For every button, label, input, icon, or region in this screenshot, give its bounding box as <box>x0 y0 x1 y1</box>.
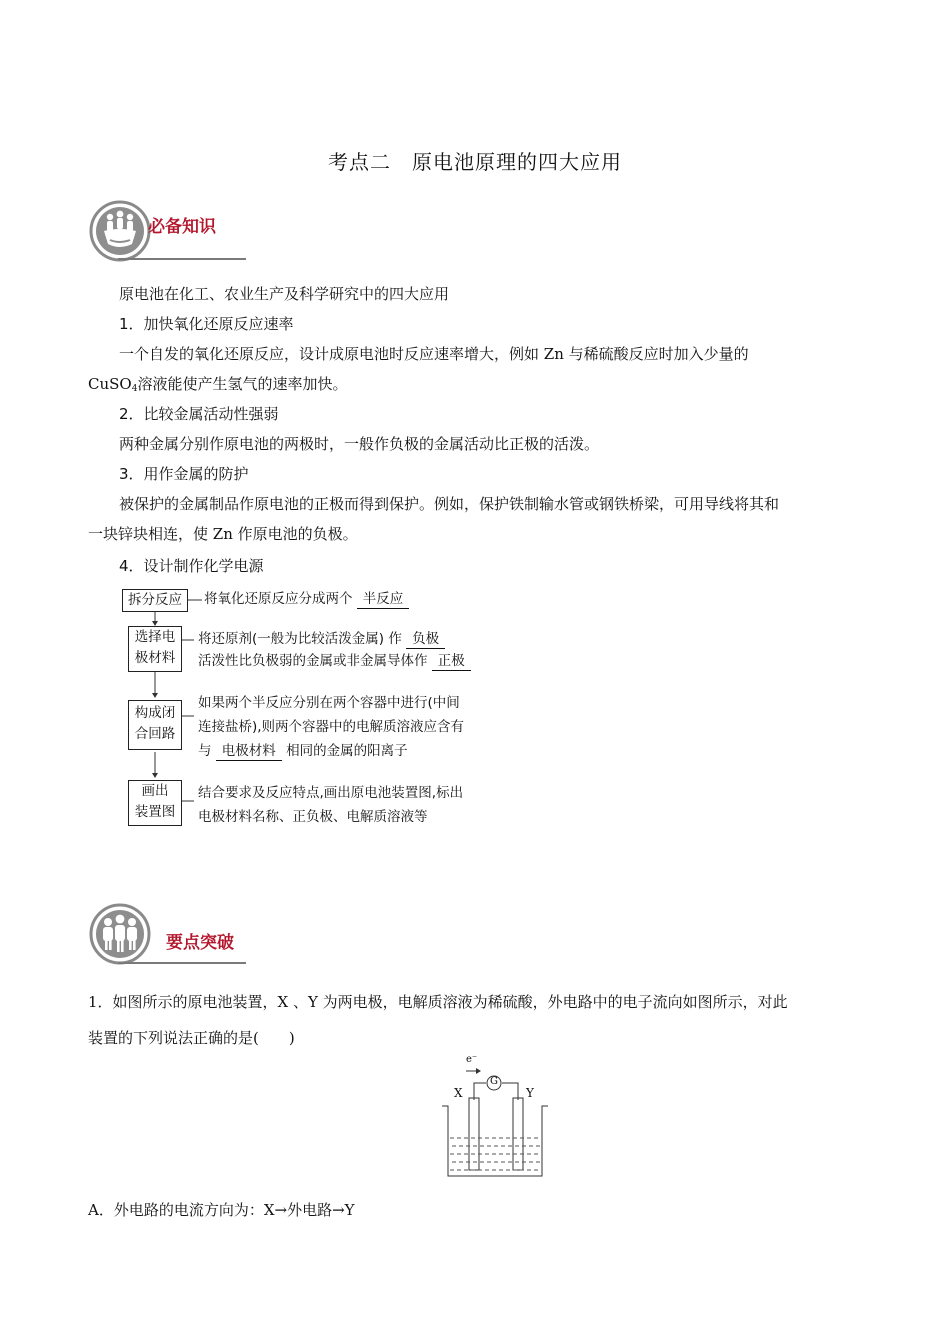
item-heading-3: 3．用作金属的防护 <box>119 465 249 483</box>
step1-answer: 半反应 <box>357 590 410 609</box>
section-badge-required-knowledge <box>88 200 248 262</box>
step2-box-line1: 选择电 <box>134 629 176 645</box>
step4-box-line1: 画出 <box>141 783 169 799</box>
step3-text3a: 与 <box>198 743 212 759</box>
item-heading-2: 2．比较金属活动性强弱 <box>119 405 279 423</box>
step3-answer: 电极材料 <box>216 742 282 761</box>
step2-line2 <box>198 650 471 672</box>
galvanic-cell-figure <box>436 1050 556 1180</box>
item-text-1-line2-rest: 溶液能使产生氢气的速率加快。 <box>137 375 348 393</box>
item-text-2-line1: 两种金属分别作原电池的两极时，一般作负极的金属活动比正极的活泼。 <box>119 435 600 453</box>
step-box-choose-electrode <box>128 626 182 672</box>
question-1-line1: 1．如图所示的原电池装置，X 、Y 为两电极，电解质溶液为稀硫酸，外电路中的电子流向如图所示，对此 <box>88 993 788 1011</box>
item-heading-4: 4．设计制作化学电源 <box>119 557 264 575</box>
section-label: 要点突破 <box>166 933 234 953</box>
item-text-1-line1: 一个自发的氧化还原反应，设计成原电池时反应速率增大，例如 Zn 与稀硫酸反应时加入少量的 <box>119 345 749 363</box>
step2-answer2: 正极 <box>432 652 471 671</box>
step2-text1: 将还原剂(一般为比较活泼金属) 作 <box>198 631 402 647</box>
formula-subscript: 4 <box>131 384 138 394</box>
design-flowchart <box>118 588 518 833</box>
electrode-y-label: Y <box>526 1086 534 1100</box>
step-box-closed-circuit <box>128 700 182 750</box>
group-icon <box>88 902 152 966</box>
item-heading-1: 1．加快氧化还原反应速率 <box>119 315 294 333</box>
step3-box-line2: 合回路 <box>134 726 176 742</box>
step4-line2: 电极材料名称、正负极、电解质溶液等 <box>198 809 428 825</box>
galvanic-cell-diagram <box>436 1050 556 1180</box>
step4-box-line2: 装置图 <box>134 804 176 820</box>
step-box-draw-diagram <box>128 780 182 826</box>
galvanometer-label: G <box>490 1076 498 1087</box>
page-title: 考点二 原电池原理的四大应用 <box>328 150 622 174</box>
step3-text3b: 相同的金属的阳离子 <box>286 743 408 759</box>
step2-answer1: 负极 <box>406 630 445 649</box>
step1-description <box>204 588 409 610</box>
step3-box-line1: 构成闭 <box>134 705 176 721</box>
step1-text: 将氧化还原反应分成两个 <box>204 591 353 607</box>
electrode-x-label: X <box>454 1086 463 1100</box>
step2-box-line2: 极材料 <box>134 650 176 666</box>
item-text-3-line1: 被保护的金属制品作原电池的正极而得到保护。例如，保护铁制输水管或钢铁桥梁，可用导线将其和 <box>119 495 780 513</box>
step-box-split-reaction: 拆分反应 <box>122 589 188 612</box>
step2-text2: 活泼性比负极弱的金属或非金属导体作 <box>198 653 428 669</box>
section-underline <box>118 258 246 260</box>
step3-line1: 如果两个半反应分别在两个容器中进行(中间 <box>198 695 460 711</box>
formula-cuso4: CuSO <box>88 375 132 393</box>
section-underline <box>118 962 246 964</box>
people-icon <box>88 200 152 262</box>
section-label: 必备知识 <box>148 217 216 237</box>
electron-label: e⁻ <box>466 1054 478 1065</box>
item-text-3-line2: 一块锌块相连，使 Zn 作原电池的负极。 <box>88 525 358 543</box>
question-1-line2: 装置的下列说法正确的是( ) <box>88 1029 295 1047</box>
intro-text: 原电池在化工、农业生产及科学研究中的四大应用 <box>119 285 450 303</box>
step3-line3 <box>198 740 408 762</box>
step3-line2: 连接盐桥),则两个容器中的电解质溶液应含有 <box>198 719 465 735</box>
step2-line1 <box>198 628 445 650</box>
step4-line1: 结合要求及反应特点,画出原电池装置图,标出 <box>198 785 464 801</box>
section-badge-key-points <box>88 902 248 966</box>
item-text-1-line2 <box>88 374 347 399</box>
option-a: A．外电路的电流方向为：X→外电路→Y <box>88 1201 355 1219</box>
